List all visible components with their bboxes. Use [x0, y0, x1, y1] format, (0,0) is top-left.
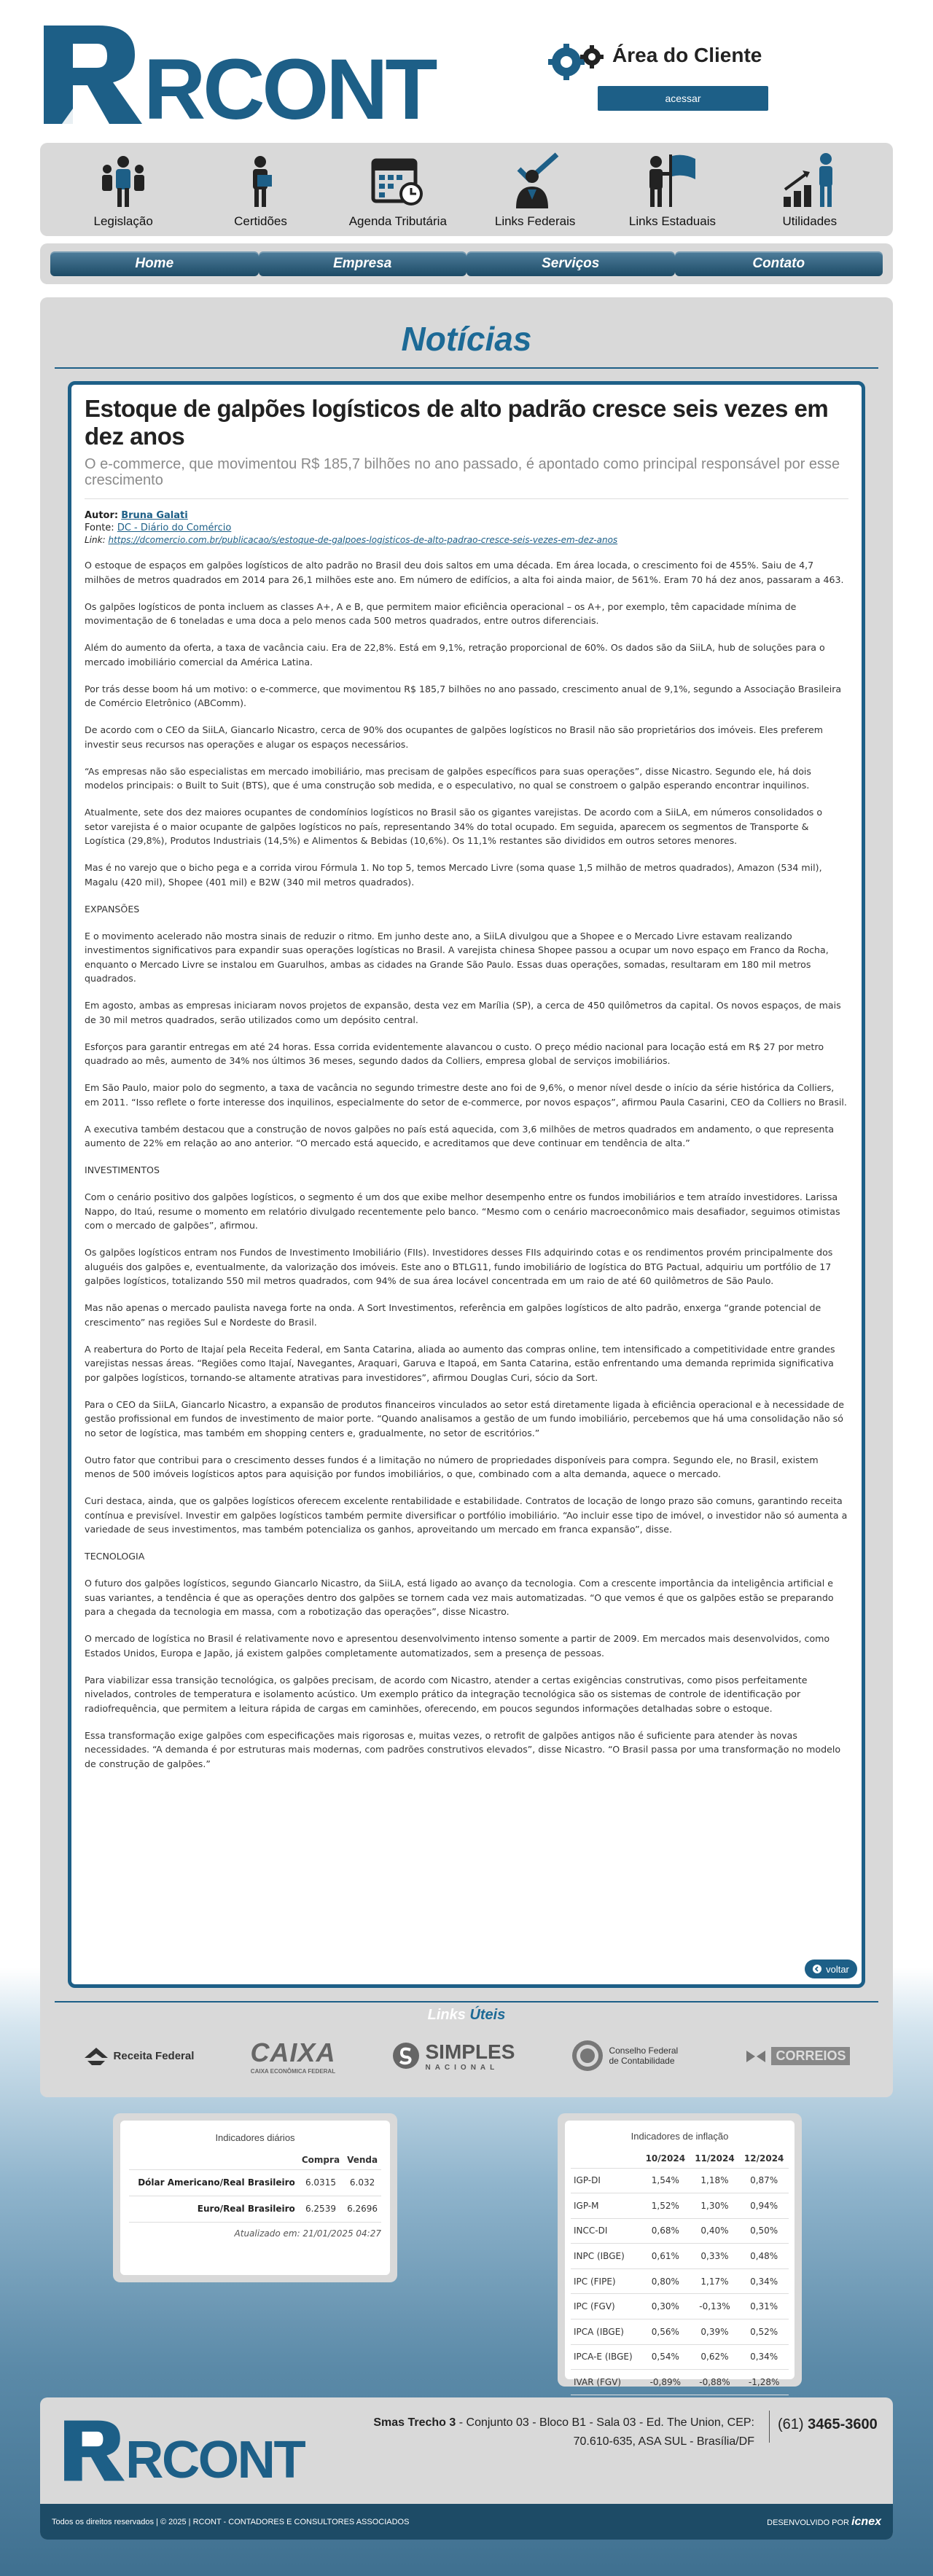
venda-value: 6.032: [343, 2169, 381, 2196]
article-subtitle: O e-commerce, que movimentou R$ 185,7 bilhões no ano passado, é apontado como principal responsável por esse crescimento: [85, 456, 848, 499]
article-paragraph: Outro fator que contribui para o crescimento desses fundos é a limitação no número de propriedades disponíveis para compra. Segundo ele, no Brasil, existem menos de 500 imóveis logísticos aptos para aquisição por fundos imobiliários, o que, combinado com a alta demanda, aquece o mercado.: [85, 1454, 819, 1479]
nav-contato[interactable]: Contato: [675, 251, 883, 276]
back-arrow-icon: [813, 1965, 821, 1973]
article-paragraph: Além do aumento da oferta, a taxa de vacância caiu. Era de 22,8%. Está em 9,1%, retração proporcional de 60%. Os dados são da SiiLA, hub de soluções para o mercado imobiliário comercial da América Latina.: [85, 642, 825, 668]
quick-link-utilidades[interactable]: [748, 143, 872, 229]
gears-icon: [548, 44, 606, 80]
autor-link[interactable]: Bruna Galati: [121, 510, 188, 521]
indicator-value: -0,13%: [690, 2294, 740, 2319]
indicator-value: 0,34%: [739, 2344, 789, 2370]
article-meta: [85, 509, 848, 547]
section-heading: EXPANSÕES: [85, 903, 140, 915]
compra-value: 6.0315: [298, 2169, 343, 2196]
cfc-logo[interactable]: [571, 2039, 689, 2072]
indicator-value: 1,18%: [690, 2168, 740, 2193]
table-row: [571, 2268, 789, 2294]
indicator-value: 0,40%: [690, 2218, 740, 2244]
divider: [55, 2001, 878, 2003]
article-paragraph: O estoque de espaços em galpões logísticos de alto padrão no Brasil deu dois saltos em uma década. Em área locada, o crescimento foi de 455%. Saiu de 4,7 milhões de metros quadrados em 2014 para 26,1 milhões este ano. Em número de edifícios, a alta foi ainda maior, de 561%. Eram 70 há dez anos, passaram a 463.: [85, 560, 844, 585]
correios-icon: [745, 2046, 767, 2065]
indicator-name: IPC (FGV): [571, 2294, 641, 2319]
footer-logo[interactable]: [62, 2411, 305, 2491]
quick-link-certidoes[interactable]: [198, 143, 322, 229]
article-paragraph: Mas é no varejo que o bicho pega e a corrida virou Fórmula 1. No top 5, temos Mercado Livre (soma quase 1,5 milhão de metros quadrados), Amazon (534 mil), Magalu (420 mil), Shopee (401 mil) e B2W (340 mil metros quadrados).: [85, 862, 822, 888]
phone-prefix: (61): [778, 2416, 804, 2432]
simples-icon: [391, 2041, 421, 2070]
indicadores-diarios-title: Indicadores diários: [215, 2132, 295, 2143]
table-row: [571, 2294, 789, 2319]
indicator-value: -0,89%: [641, 2370, 690, 2395]
flag-person-icon: [643, 152, 701, 210]
section-heading: INVESTIMENTOS: [85, 1164, 160, 1175]
currency-pair: Dólar Americano/Real Brasileiro: [129, 2169, 298, 2196]
indicator-value: 0,61%: [641, 2244, 690, 2269]
quick-link-label: Utilidades: [782, 214, 838, 228]
voltar-label: voltar: [826, 1963, 849, 1975]
table-row: [571, 2344, 789, 2370]
table-row: [129, 2196, 381, 2222]
indicator-value: 0,62%: [690, 2344, 740, 2370]
footer-address: [317, 2413, 754, 2451]
indicator-value: 1,54%: [641, 2168, 690, 2193]
voltar-button[interactable]: [805, 1960, 857, 1978]
indicator-name: INPC (IBGE): [571, 2244, 641, 2269]
quick-link-label: Certidões: [234, 214, 287, 228]
article-paragraph: O mercado de logística no Brasil é relativamente novo e apresentou desenvolvimento intenso somente a partir de 2009. Em mercados mais desenvolvidos, como Estados Unidos, Europa e Japão, já existem galpões completamente automatizados, sem a presença de pessoas.: [85, 1633, 830, 1659]
article-paragraph: Para viabilizar essa transição tecnológica, os galpões precisam, de acordo com Nicastro, atender a certas exigências construtivas, como pisos perfeitamente nivelados, controles de temperatura e isolamento acústico. Um exemplo prático da integração tecnológica são os sistemas de controle de identificação por radiofrequência, que permitem a leitura rápida de cargas em caminhões, oferecendo, em poucos segundos informações detalhadas sobre o estoque.: [85, 1674, 808, 1714]
indicator-value: 0,56%: [641, 2319, 690, 2345]
article-paragraph: Mas não apenas o mercado paulista navega forte na onda. A Sort Investimentos, referência em galpões logísticos de alto padrão, enxerga “grande potencial de crescimento” nas regiões Sul e Nordeste do Brasil.: [85, 1302, 821, 1328]
site-footer: [40, 2397, 893, 2540]
article-paragraph: De acordo com o CEO da SiiLA, Giancarlo Nicastro, cerca de 90% dos ocupantes de galpões logísticos no Brasil não são proprietários dos imóveis. Eles preferem investir seus recursos nas operações e alugar os espaços necessários.: [85, 724, 823, 750]
indicator-value: 0,39%: [690, 2319, 740, 2345]
partner-name: SIMPLES: [425, 2040, 515, 2063]
currency-pair: Euro/Real Brasileiro: [129, 2196, 298, 2222]
indicator-value: 0,34%: [739, 2268, 789, 2294]
indicator-name: INCC-DI: [571, 2218, 641, 2244]
footer-phone[interactable]: [778, 2416, 878, 2433]
quick-link-label: Links Estaduais: [628, 214, 716, 228]
indicadores-inflacao-title: Indicadores de inflação: [631, 2131, 729, 2142]
article-paragraph: Em agosto, ambas as empresas iniciaram novos projetos de expansão, desta vez em Marília (SP), a cerca de 450 quilômetros da capital. Os novos espaços, de mais de 30 mil metros quadrados, serão utilizados como um depósito central.: [85, 1000, 841, 1025]
logo-text: RCONT: [125, 2430, 305, 2490]
partner-sub: CAIXA ECONÔMICA FEDERAL: [250, 2067, 336, 2075]
nav-home[interactable]: Home: [50, 251, 259, 276]
divider: [55, 367, 878, 369]
partner-logos: [55, 2030, 878, 2081]
indicator-value: 1,52%: [641, 2193, 690, 2219]
checkmark-person-icon: [506, 152, 564, 210]
developer-credit[interactable]: [767, 2516, 881, 2529]
indicator-value: 0,50%: [739, 2218, 789, 2244]
main-content: [40, 297, 893, 2097]
article-paragraph: Curi destaca, ainda, que os galpões logísticos oferecem excelente rentabilidade e estabilidade. Contratos de locação de longo prazo são comuns, garantindo receita contínua e previsível. Investir em galpões logísticos também permite diversificar o portfólio imobiliário. “Ao incluir esse tipo de imóvel, o investidor não só aumenta a variedade de seus investimentos, mas também potencializa os ganhos, aproveitando um mercado em franca expansão”, disse.: [85, 1495, 848, 1535]
fonte-label: Fonte:: [85, 522, 114, 533]
column-header: 10/2024: [641, 2149, 690, 2168]
footer-bar: [40, 2504, 893, 2540]
indicator-value: 0,30%: [641, 2294, 690, 2319]
indicator-value: 1,30%: [690, 2193, 740, 2219]
indicator-value: 0,33%: [690, 2244, 740, 2269]
currency-table: [129, 2150, 381, 2223]
article-paragraph: Esforços para garantir entregas em até 24 horas. Essa corrida evidentemente alavancou o custo. O preço médio nacional para locação está em R$ 27 por metro quadrado ao mês, aumento de 34% nos últimos 36 meses, segundo dados da Colliers, empresa global de serviços imobiliários.: [85, 1041, 824, 1066]
acessar-button[interactable]: acessar: [598, 86, 768, 111]
source-url-link[interactable]: https://dcomercio.com.br/publicacao/s/estoque-de-galpoes-logisticos-de-alto-padrao-cresce-seis-vezes-em-dez-anos: [108, 535, 618, 545]
link-label: Link:: [85, 535, 106, 545]
logo-text: RCONT: [144, 42, 435, 138]
table-row: [571, 2370, 789, 2395]
divider: [769, 2411, 770, 2443]
address-line2: 70.610-635, ASA SUL - Brasília/DF: [573, 2435, 754, 2448]
inflation-table: [571, 2149, 789, 2395]
person-certificate-icon: [231, 152, 289, 210]
column-header: 12/2024: [739, 2149, 789, 2168]
table-row: [571, 2244, 789, 2269]
indicator-value: 0,87%: [739, 2168, 789, 2193]
links-uteis-title: [40, 2007, 893, 2024]
indicator-value: 0,94%: [739, 2193, 789, 2219]
indicator-value: 0,52%: [739, 2319, 789, 2345]
indicator-value: -1,28%: [739, 2370, 789, 2395]
area-cliente: [548, 42, 767, 115]
receita-federal-icon: [83, 2045, 109, 2067]
fonte-link[interactable]: DC - Diário do Comércio: [117, 522, 232, 533]
autor-label: Autor:: [85, 510, 119, 521]
article-paragraph: E o movimento acelerado não mostra sinais de reduzir o ritmo. Em junho deste ano, a SiiLA divulgou que a Shopee e o Mercado Livre estavam realizando investimentos significativos para expandir suas operações logísticas no Brasil. A varejista chinesa Shopee passou a ocupar um novo espaço em Franco da Rocha, enquanto o Mercado Livre se instalou em Guarulhos, ambas as cidades na Grande São Paulo. Essas duas operações, somadas, resultaram em 180 mil metros quadrados.: [85, 930, 829, 984]
calendar-clock-icon: [369, 152, 427, 210]
partner-sub: NACIONAL: [425, 2063, 499, 2072]
indicator-name: IGP-M: [571, 2193, 641, 2219]
partner-name: Conselho Federal de Contabilidade: [609, 2045, 679, 2066]
article-paragraph: “As empresas não são especialistas em mercado imobiliário, mas precisam de galpões específicos para suas operações”, disse Nicastro. Segundo ele, há dois modelos principais: o Built to Suit (BTS), que é uma construção sob medida, e o especulativo, no qual se constroem o galpão esperando encontrar inquilinos.: [85, 765, 811, 791]
compra-value: 6.2539: [298, 2196, 343, 2222]
phone-number: 3465-3600: [808, 2416, 878, 2432]
quick-link-label: Agenda Tributária: [348, 214, 447, 228]
quick-link-links-federais[interactable]: [473, 143, 597, 229]
indicator-name: IPCA-E (IBGE): [571, 2344, 641, 2370]
people-icon: [94, 152, 152, 210]
links-uteis-word2: Úteis: [469, 2007, 506, 2023]
links-uteis-word1: Links: [427, 2007, 466, 2023]
column-header: Venda: [343, 2150, 381, 2169]
nav-empresa[interactable]: Empresa: [259, 251, 467, 276]
section-heading: TECNOLOGIA: [85, 1551, 145, 1562]
indicator-value: 0,68%: [641, 2218, 690, 2244]
developer-label: DESENVOLVIDO POR: [767, 2518, 850, 2527]
growth-chart-icon: [781, 152, 839, 210]
quick-link-label: Legislação: [93, 214, 153, 228]
indicator-value: 0,31%: [739, 2294, 789, 2319]
article-paragraph: Para o CEO da SiiLA, Giancarlo Nicastro, a expansão de produtos financeiros vinculados ao setor está diretamente ligada à eficiência operacional e à necessidade de gestão profissional em fundos de investimento de maior porte. “Quando analisamos a gestão de um fundo imobiliário, percebemos que há uma consolidação não só no setor de logística, mas também em shopping centers e, gradualmente, no setor de escritórios.”: [85, 1398, 844, 1438]
updated-timestamp: Atualizado em: 21/01/2025 04:27: [234, 2228, 381, 2239]
table-row: [571, 2319, 789, 2345]
indicator-value: 0,80%: [641, 2268, 690, 2294]
quick-link-links-estaduais[interactable]: [610, 143, 734, 229]
indicator-value: -0,88%: [690, 2370, 740, 2395]
article-paragraph: Os galpões logísticos de ponta incluem as classes A+, A e B, que permitem maior eficiência operacional – os A+, por exemplo, têm capacidade mínima de movimentação de 6 toneladas e uma doca a pelo menos cada 500 metros quadrados, entre outros diferenciais.: [85, 600, 797, 626]
quick-link-agenda-tributaria[interactable]: [336, 143, 460, 229]
table-row: [571, 2218, 789, 2244]
caixa-logo[interactable]: [250, 2037, 335, 2075]
column-header: Compra: [298, 2150, 343, 2169]
article-paragraph: Por trás desse boom há um motivo: o e-commerce, que movimentou R$ 185,7 bilhões no ano passado, crescimento anual de 9,1%, segundo a Associação Brasileira de Comércio Eletrônico (ABComm).: [85, 683, 842, 708]
article-paragraph: A executiva também destacou que a construção de novos galpões no país está aquecida, com 3,6 milhões de metros quadrados em andamento, o que representa aumento de 22% em relação ao ano anterior. “O mercado está aquecido, e acreditamos que deve continuar em tendência de alta.”: [85, 1123, 835, 1148]
article-paragraph: Atualmente, sete dos dez maiores ocupantes de condomínios logísticos no Brasil são os gigantes varejistas. De acordo com a SiiLA, em números consolidados o setor varejista é o maior ocupante de galpões logísticos no país, representando 34% do total ocupado. Em seguida, aparecem os segmentos de Transporte & Logística (29,8%), Produtos Industriais (14,5%) e Alimentos & Bebidas (10,6%). Os 11,1% restantes são divididos em outros setores menores.: [85, 807, 823, 846]
receita-federal-logo[interactable]: [83, 2045, 195, 2067]
partner-name: CAIXA: [250, 2037, 336, 2067]
partner-name: CORREIOS: [771, 2047, 850, 2065]
indicator-value: 0,48%: [739, 2244, 789, 2269]
indicator-value: 0,54%: [641, 2344, 690, 2370]
address-rest: - Conjunto 03 - Bloco B1 - Sala 03 - Ed. The Union, CEP:: [456, 2416, 754, 2429]
column-header: 11/2024: [690, 2149, 740, 2168]
article-paragraph: O futuro dos galpões logísticos, segundo Giancarlo Nicastro, da SiiLA, está ligado ao avanço da tecnologia. Com a crescente importância da inteligência artificial e suas variantes, a tendência é que as operações dentro dos galpões se tornem cada vez mais automatizadas. “O que vemos é que os galpões estão se preparando para a chegada da tecnologia em massa, com a robotização das operações”, disse Nicastro.: [85, 1578, 834, 1617]
site-logo[interactable]: [40, 26, 435, 138]
simples-logo[interactable]: [391, 2040, 515, 2072]
article-paragraph: Em São Paulo, maior polo do segmento, a taxa de vacância no segundo trimestre deste ano foi de 9,6%, o menor nível desde o início da série histórica da Colliers, em 2011. “Isso reflete o forte interesse dos inquilinos, especialmente do setor de e-commerce, por novos espaços”, afirmou Paula Casarini, CEO da Colliers no Brasil.: [85, 1082, 847, 1108]
article-card: [68, 381, 865, 1988]
indicator-name: IPCA (IBGE): [571, 2319, 641, 2345]
address-street: Smas Trecho 3: [373, 2416, 456, 2429]
article-paragraph: Os galpões logísticos entram nos Fundos de Investimento Imobiliário (FIIs). Investidores desses FIIs adquirindo cotas e os rendimentos provém principalmente dos aluguéis dos galpões e, eventualmente, da valorização dos imóveis. Este ano o BTLG11, fundo imobiliário de logística do BTG Pactual, adquiriu um portfólio de 17 galpões logísticos, totalizando 550 mil metros quadrados, com 94% de sua área locável concentrada em um raio de até 60 quilômetros de São Paulo.: [85, 1247, 833, 1286]
area-cliente-title: Área do Cliente: [612, 44, 762, 66]
article-paragraph: A reabertura do Porto de Itajaí pela Receita Federal, em Santa Catarina, aliada ao aumento das compras online, tem intensificado a competitividade entre grandes varejistas nessas áreas. “Regiões como Itajaí, Navegantes, Araquari, Garuva e Itapoá, em Santa Catarina, estão enfrentando uma demanda reprimida significativa por galpões logísticos, tornando-se altamente atrativas para investidores”, afirmou Douglas Curi, sócio da Sort.: [85, 1343, 835, 1383]
indicator-name: IVAR (FGV): [571, 2370, 641, 2395]
table-row: [129, 2169, 381, 2196]
partner-name: Receita Federal: [113, 2049, 195, 2062]
page-title: Notícias: [401, 320, 532, 358]
indicadores-inflacao-panel: [558, 2113, 802, 2387]
indicator-name: IGP-DI: [571, 2168, 641, 2193]
correios-logo[interactable]: [745, 2046, 850, 2065]
nav-servicos[interactable]: Serviços: [466, 251, 675, 276]
indicadores-diarios-panel: [113, 2113, 397, 2282]
quick-links-bar: [40, 143, 893, 236]
indicator-value: 1,17%: [690, 2268, 740, 2294]
copyright-text: Todos os direitos reservados | © 2025 | RCONT - CONTADORES E CONSULTORES ASSOCIADOS: [52, 2517, 410, 2526]
quick-link-label: Links Federais: [494, 214, 576, 228]
venda-value: 6.2696: [343, 2196, 381, 2222]
indicator-name: IPC (FIPE): [571, 2268, 641, 2294]
article-headline: Estoque de galpões logísticos de alto padrão cresce seis vezes em dez anos: [85, 395, 829, 450]
article-paragraph: Essa transformação exige galpões com especificações mais rigorosas e, muitas vezes, o retrofit de galpões antigos não é suficiente para atender às novas necessidades. “A demanda é por estruturas mais modernas, com padrões construtivos elevados”, disse Nicastro. “O Brasil passa por uma transformação no modelo de construção de galpões.”: [85, 1729, 841, 1769]
cfc-seal-icon: [571, 2039, 604, 2072]
developer-brand: icnex: [851, 2515, 881, 2528]
article-paragraph: Com o cenário positivo dos galpões logísticos, o segmento é um dos que exibe melhor desempenho entre os fundos imobiliários e tem atraído investidores. Larissa Nappo, do Itaú, resume o momento em relatório divulgado recentemente pelo banco. “Mesmo com o cenário macroeconômico mais desafiador, seguimos otimistas com o mercado de galpões”, afirmou.: [85, 1191, 840, 1231]
quick-link-legislacao[interactable]: [61, 143, 185, 229]
table-row: [571, 2193, 789, 2219]
main-nav: [40, 243, 893, 284]
table-row: [571, 2168, 789, 2193]
article-body: [85, 558, 848, 1771]
